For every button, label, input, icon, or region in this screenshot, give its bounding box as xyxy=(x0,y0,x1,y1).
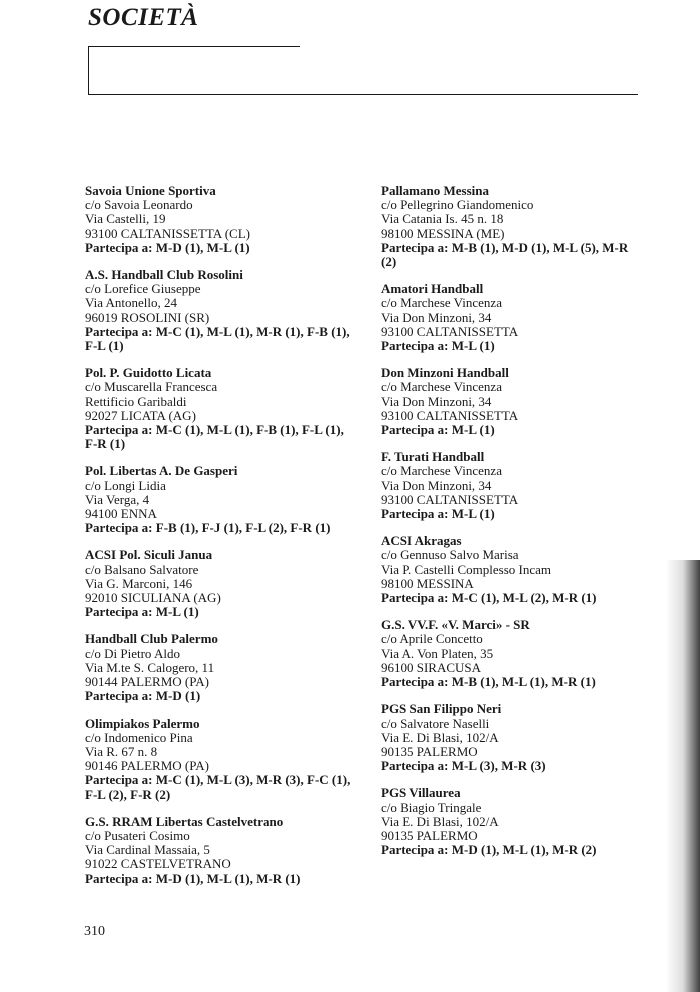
club-participation: Partecipa a: M-D (1) xyxy=(85,688,201,704)
column-right xyxy=(381,184,636,870)
club-address-line: Via Verga, 4 xyxy=(85,491,150,507)
club-address-line: 93100 CALTANISSETTA xyxy=(381,323,519,339)
club-participation: Partecipa a: M-B (1), M-L (1), M-R (1) xyxy=(381,674,596,690)
club-entry xyxy=(381,450,636,521)
club-name: Pol. Libertas A. De Gasperi xyxy=(85,463,238,479)
club-address-line: c/o Balsano Salvatore xyxy=(85,561,199,577)
page-number: 310 xyxy=(84,924,105,939)
club-entry xyxy=(85,632,355,703)
club-address-line: 90135 PALERMO xyxy=(381,827,478,843)
club-entry xyxy=(85,366,355,451)
club-name: Amatori Handball xyxy=(381,281,484,297)
club-entry xyxy=(85,268,355,353)
club-address-line: 93100 CALTANISSETTA xyxy=(381,407,519,423)
club-name: PGS Villaurea xyxy=(381,785,461,801)
club-participation: Partecipa a: M-L (1) xyxy=(381,506,495,522)
club-address-line: 96100 SIRACUSA xyxy=(381,659,482,675)
club-name: Pol. P. Guidotto Licata xyxy=(85,365,212,381)
club-address-line: c/o Muscarella Francesca xyxy=(85,379,218,395)
club-address-line: 90144 PALERMO (PA) xyxy=(85,674,210,690)
club-name: PGS San Filippo Neri xyxy=(381,701,502,717)
club-entry xyxy=(85,464,355,535)
club-address-line: c/o Di Pietro Aldo xyxy=(85,645,180,661)
header-frame xyxy=(88,46,638,96)
club-name: G.S. RRAM Libertas Castelvetrano xyxy=(85,813,284,829)
club-address-line: 92027 LICATA (AG) xyxy=(85,407,196,423)
club-address-line: Via Don Minzoni, 34 xyxy=(381,393,492,409)
club-address-line: c/o Pellegrino Giandomenico xyxy=(381,197,534,213)
club-address-line: Via Castelli, 19 xyxy=(85,211,166,227)
club-entry xyxy=(381,702,636,773)
club-name: A.S. Handball Club Rosolini xyxy=(85,267,243,283)
club-address-line: c/o Marchese Vincenza xyxy=(381,463,502,479)
club-entry xyxy=(381,184,636,269)
club-address-line: Via A. Von Platen, 35 xyxy=(381,645,494,661)
club-address-line: 91022 CASTELVETRANO xyxy=(85,856,231,872)
club-address-line: Via Don Minzoni, 34 xyxy=(381,309,492,325)
header-rule-top xyxy=(88,46,300,47)
column-left xyxy=(85,184,355,899)
club-entry xyxy=(381,282,636,353)
club-name: Olimpiakos Palermo xyxy=(85,715,200,731)
club-address-line: c/o Biagio Tringale xyxy=(381,799,482,815)
club-participation: Partecipa a: M-L (3), M-R (3) xyxy=(381,758,546,774)
club-participation: Partecipa a: M-B (1), M-D (1), M-L (5), M-R (2) xyxy=(381,239,629,270)
club-address-line: Via Cardinal Massaia, 5 xyxy=(85,842,210,858)
club-name: Pallamano Messina xyxy=(381,183,489,198)
club-address-line: 90146 PALERMO (PA) xyxy=(85,758,210,774)
header-rule-bottom xyxy=(88,94,638,95)
page-edge-shadow xyxy=(666,560,700,992)
club-address-line: Via E. Di Blasi, 102/A xyxy=(381,813,499,829)
club-participation: Partecipa a: M-C (1), M-L (2), M-R (1) xyxy=(381,590,597,606)
club-address-line: Via Antonello, 24 xyxy=(85,295,178,311)
club-participation: Partecipa a: M-L (1) xyxy=(85,604,199,620)
club-address-line: 96019 ROSOLINI (SR) xyxy=(85,309,210,325)
header-rule-left xyxy=(88,46,89,94)
club-address-line: c/o Longi Lidia xyxy=(85,477,166,493)
club-address-line: 98100 MESSINA (ME) xyxy=(381,225,505,241)
club-participation: Partecipa a: M-L (1) xyxy=(381,422,495,438)
club-participation: Partecipa a: M-D (1), M-L (1) xyxy=(85,239,250,255)
club-address-line: c/o Pusateri Cosimo xyxy=(85,827,190,843)
club-participation: Partecipa a: M-C (1), M-L (1), M-R (1), F-B (1), F-L (1) xyxy=(85,323,350,354)
club-participation: Partecipa a: M-D (1), M-L (1), M-R (1) xyxy=(85,870,301,886)
club-address-line: c/o Savoia Leonardo xyxy=(85,197,193,213)
page-title: SOCIETÀ xyxy=(88,4,199,31)
club-address-line: Via R. 67 n. 8 xyxy=(85,743,158,759)
club-address-line: c/o Salvatore Naselli xyxy=(381,715,490,731)
club-address-line: c/o Lorefice Giuseppe xyxy=(85,281,201,297)
club-address-line: 90135 PALERMO xyxy=(381,743,478,759)
club-name: Don Minzoni Handball xyxy=(381,365,509,381)
club-entry xyxy=(85,548,355,619)
club-address-line: Via P. Castelli Complesso Incam xyxy=(381,561,552,577)
club-address-line: c/o Gennuso Salvo Marisa xyxy=(381,547,519,563)
club-name: F. Turati Handball xyxy=(381,449,485,465)
club-entry xyxy=(85,717,355,802)
club-address-line: c/o Aprile Concetto xyxy=(381,631,483,647)
club-address-line: Via M.te S. Calogero, 11 xyxy=(85,659,215,675)
club-name: Savoia Unione Sportiva xyxy=(85,183,216,198)
club-address-line: 93100 CALTANISSETTA xyxy=(381,491,519,507)
club-entry xyxy=(381,786,636,857)
club-entry xyxy=(85,184,355,255)
club-name: G.S. VV.F. «V. Marci» - SR xyxy=(381,617,530,633)
club-participation: Partecipa a: M-D (1), M-L (1), M-R (2) xyxy=(381,842,597,858)
club-address-line: c/o Marchese Vincenza xyxy=(381,379,502,395)
club-address-line: c/o Marchese Vincenza xyxy=(381,295,502,311)
club-address-line: Rettificio Garibaldi xyxy=(85,393,187,409)
club-participation: Partecipa a: M-L (1) xyxy=(381,338,495,354)
club-address-line: 98100 MESSINA xyxy=(381,575,474,591)
club-participation: Partecipa a: M-C (1), M-L (3), M-R (3), F-C (1), F-L (2), F-R (2) xyxy=(85,772,351,802)
club-entry xyxy=(85,815,355,886)
club-participation: Partecipa a: F-B (1), F-J (1), F-L (2), F-R (1) xyxy=(85,520,331,536)
club-address-line: c/o Indomenico Pina xyxy=(85,729,193,745)
club-address-line: 92010 SICULIANA (AG) xyxy=(85,590,221,606)
club-entry xyxy=(381,534,636,605)
club-entry xyxy=(381,366,636,437)
club-name: ACSI Pol. Siculi Janua xyxy=(85,547,213,563)
club-address-line: 94100 ENNA xyxy=(85,506,157,522)
club-name: ACSI Akragas xyxy=(381,533,462,549)
club-address-line: Via G. Marconi, 146 xyxy=(85,575,193,591)
club-address-line: Via E. Di Blasi, 102/A xyxy=(381,729,499,745)
club-entry xyxy=(381,618,636,689)
club-participation: Partecipa a: M-C (1), M-L (1), F-B (1), F-L (1), F-R (1) xyxy=(85,422,344,452)
club-address-line: 93100 CALTANISSETTA (CL) xyxy=(85,225,250,241)
club-address-line: Via Don Minzoni, 34 xyxy=(381,477,492,493)
club-address-line: Via Catania Is. 45 n. 18 xyxy=(381,211,504,227)
club-name: Handball Club Palermo xyxy=(85,631,218,647)
